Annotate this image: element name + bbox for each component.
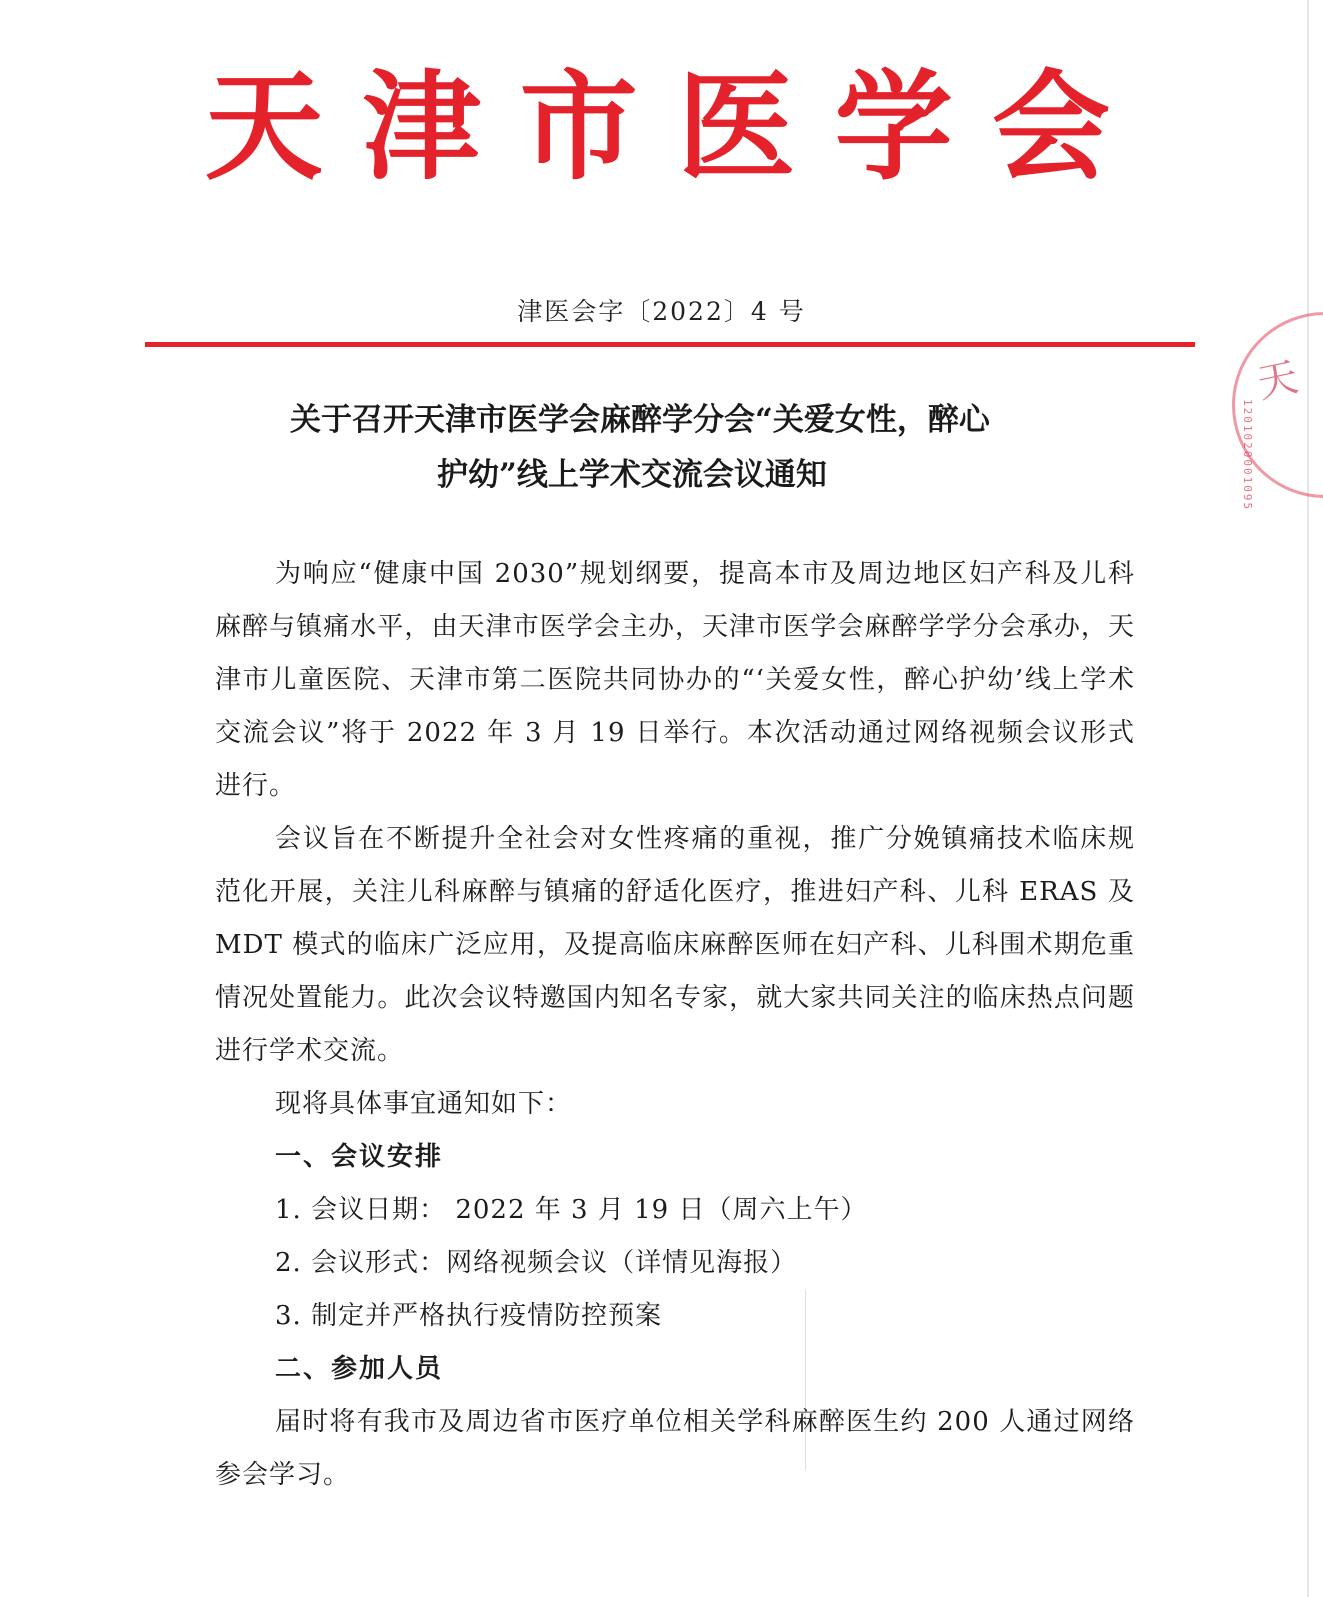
arrangement-item-format: 2. 会议形式：网络视频会议（详情见海报） [275, 1248, 798, 1278]
notice-title [290, 393, 1130, 503]
document-number: 津医会字〔2022〕4 号 [517, 297, 806, 326]
masthead-char: 津 [362, 57, 481, 196]
page-edge [1307, 0, 1309, 1597]
arrangement-item-date: 1. 会议日期： 2022 年 3 月 19 日（周六上午） [275, 1195, 868, 1225]
body-paragraph-notice: 现将具体事宜通知如下： [275, 1089, 573, 1119]
masthead-char: 会 [991, 57, 1110, 196]
body-paragraph-participants: 届时将有我市及周边省市医疗单位相关学科麻醉医生约 200 人通过网络参会学习。 [215, 1407, 1135, 1490]
masthead-char: 天 [205, 57, 324, 196]
title-line-1: 关于召开天津市医学会麻醉学分会“关爱女性，醉心 [290, 402, 990, 438]
body-paragraph-intro: 为响应“健康中国 2030”规划纲要，提高本市及周边地区妇产科及儿科麻醉与镇痛水平，由天津市医学会主办，天津市医学会麻醉学学分会承办，天津市儿童医院、天津市第二医院共同协办的“‘关爱女性，醉心护幼’线上学术交流会议”将于 2022 年 3 月 19 日举行。本次活动通过网络视频会议形式进行。 [215, 559, 1135, 801]
seal-code: 1201020001095 [1241, 399, 1254, 512]
masthead-char: 学 [834, 57, 953, 196]
seal-character: 天 [1253, 354, 1303, 408]
section-heading-arrangement: 一、会议安排 [275, 1142, 444, 1172]
letterhead-masthead [205, 57, 1110, 196]
masthead-char: 市 [519, 57, 638, 196]
body-paragraph-purpose: 会议旨在不断提升全社会对女性疼痛的重视，推广分娩镇痛技术临床规范化开展，关注儿科麻醉与镇痛的舒适化医疗，推进妇产科、儿科 ERAS 及 MDT 模式的临床广泛应用，及提高临床麻醉医师在妇产科、儿科围术期危重情况处置能力。此次会议特邀国内知名专家，就大家共同关注的临床热点问题进行学术交流。 [215, 824, 1135, 1066]
section-heading-participants: 二、参加人员 [275, 1354, 444, 1384]
title-line-2: 护幼”线上学术交流会议通知 [437, 457, 827, 493]
paper-crease [805, 1290, 806, 1470]
official-seal-icon [1232, 312, 1323, 512]
notice-body [215, 548, 1135, 1502]
arrangement-item-prevention: 3. 制定并严格执行疫情防控预案 [275, 1301, 663, 1331]
red-separator-line [145, 342, 1195, 347]
masthead-char: 医 [677, 57, 796, 196]
